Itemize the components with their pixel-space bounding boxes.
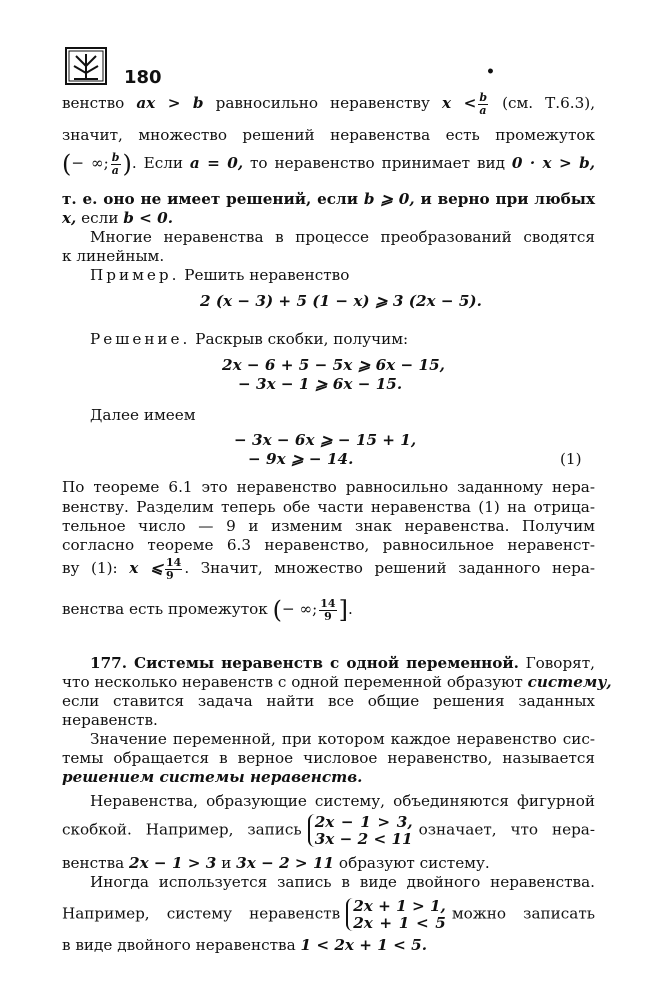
text-line: венству. Разделим теперь обе части неравенства (1) на отрица- xyxy=(62,498,595,516)
text-line: (− ∞; $\frac{b}{a}$ ). Если a = 0, то неравенство принимает вид 0 · x > b, xyxy=(62,150,595,179)
text-line: Пример. Решить неравенство xyxy=(90,266,350,284)
text-line: тельное число — 9 и изменим знак неравенства. Получим xyxy=(62,517,595,535)
book-logo-icon xyxy=(64,46,108,86)
equation: 2 (x − 3) + 5 (1 − x) ⩾ 3 (2x − 5). xyxy=(200,292,482,310)
text-line: Решение. Раскрыв скобки, получим: xyxy=(90,330,409,348)
text-line: Неравенства, образующие систему, объединяются фигурной xyxy=(90,792,595,810)
inequality-system: 2x + 1 > 1, 2x + 1 < 5 xyxy=(346,898,446,931)
text-line: Например, систему неравенств 2x + 1 > 1, 2x + 1 < 5 можно записать xyxy=(62,897,595,932)
text-line: венства есть промежуток (− ∞; $\frac{14}{9}$ ]. xyxy=(62,596,353,625)
page-number: 180 xyxy=(124,67,162,88)
text-line: т. е. оно не имеет решений, если b ⩾ 0, и верно при любых xyxy=(62,190,595,208)
text-line: По теореме 6.1 это неравенство равносильно заданному нера- xyxy=(62,478,595,496)
equation: 2x − 6 + 5 − 5x ⩾ 6x − 15, xyxy=(222,356,445,374)
text-line: венства 2x − 1 > 3 и 3x − 2 > 11 образуют систему. xyxy=(62,854,490,872)
text-line: ву (1): x ⩽ $\frac{14}{9}$ . Значит, множество решений заданного нера- xyxy=(62,556,595,582)
text-line: что несколько неравенств с одной переменной образуют систему, xyxy=(62,673,612,691)
text-line: значит, множество решений неравенства есть промежуток xyxy=(62,126,595,144)
text-line: Далее имеем xyxy=(90,406,196,424)
text-line: решением системы неравенств. xyxy=(62,768,363,786)
text-line: венство ax > b равносильно неравенству x < $\frac{b}{a}$ (см. Т.6.3), xyxy=(62,91,596,117)
text-line: x, если b < 0. xyxy=(62,209,174,227)
text-line: неравенств. xyxy=(62,711,158,729)
stray-mark: • xyxy=(486,64,495,80)
text-line: если ставится задача найти все общие решения заданных xyxy=(62,692,595,710)
equation: − 3x − 6x ⩾ − 15 + 1, xyxy=(234,431,417,449)
equation: − 3x − 1 ⩾ 6x − 15. xyxy=(238,375,403,393)
section-heading: 177. Системы неравенств с одной переменной. Говорят, xyxy=(90,654,595,672)
inequality-system: 2x − 1 > 3, 3x − 2 < 11 xyxy=(308,814,413,847)
text-line: скобкой. Например, запись 2x − 1 > 3, 3x − 2 < 11 означает, что нера- xyxy=(62,813,595,848)
text-line: темы обращается в верное числовое неравенство, называется xyxy=(62,749,595,767)
text-line: к линейным. xyxy=(62,247,165,265)
text-line: в виде двойного неравенства 1 < 2x + 1 < 5. xyxy=(62,936,427,954)
text-line: Значение переменной, при котором каждое неравенство сис- xyxy=(90,730,595,748)
text-line: согласно теореме 6.3 неравенство, равносильное неравенст- xyxy=(62,536,595,554)
text-line: Иногда используется запись в виде двойного неравенства. xyxy=(90,873,595,891)
equation: − 9x ⩾ − 14. xyxy=(248,450,354,468)
equation-number: (1) xyxy=(560,450,582,468)
text-line: Многие неравенства в процессе преобразований сводятся xyxy=(90,228,595,246)
